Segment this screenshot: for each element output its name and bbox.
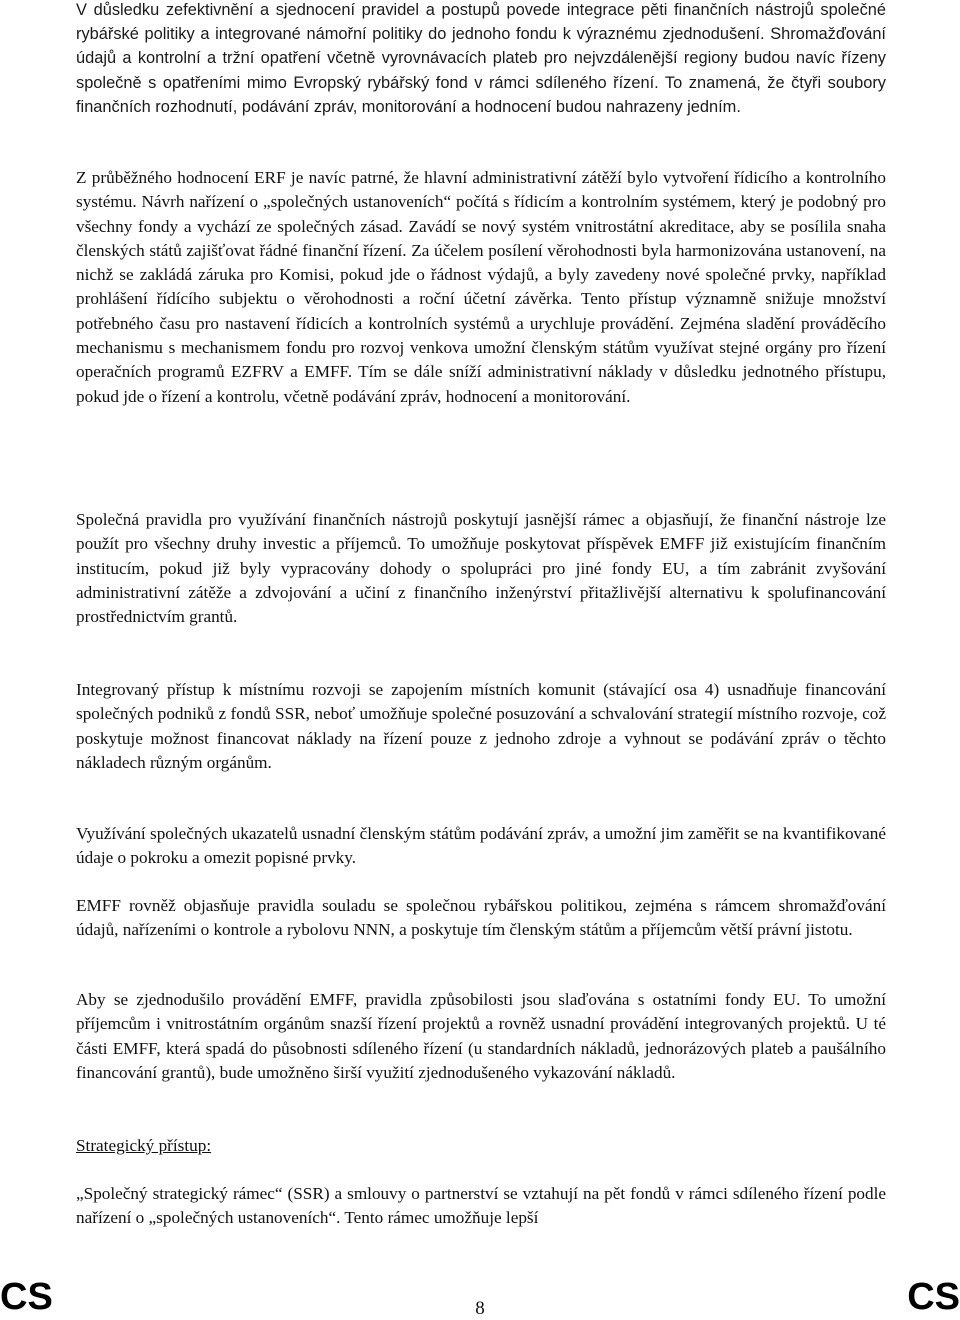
footer-language-left: CS — [0, 1276, 53, 1318]
page-number: 8 — [475, 1298, 485, 1319]
paragraph-5: Využívání společných ukazatelů usnadní členským státům podávání zpráv, a umožní jim zaměřit se na kvantifikované údaje o pokroku a omezit popisné prvky. — [76, 824, 886, 868]
section-heading: Strategický přístup: — [76, 1136, 212, 1155]
paragraph-7: Aby se zjednodušilo provádění EMFF, pravidla způsobilosti jsou slaďována s ostatními fondy EU. To umožní příjemcům i vnitrostátním orgánům snazší řízení projektů a rovněž usnadní provádění integrovaných projektů. U té části EMFF, která spadá do působnosti sdíleného řízení (u standardních nákladů, jednorázových plateb a paušálního financování grantů), bude umožněno širší využití zjednodušeného vykazování nákladů. — [76, 990, 886, 1082]
paragraph-6: EMFF rovněž objasňuje pravidla souladu se společnou rybářskou politikou, zejména s rámcem shromažďování údajů, nařízeními o kontrole a rybolovu NNN, a poskytuje tím členským státům a příjemcům větší právní jistotu. — [76, 896, 886, 940]
footer-language-right: CS — [907, 1276, 960, 1318]
paragraph-3: Společná pravidla pro využívání finančních nástrojů poskytují jasnější rámec a objasňují, že finanční nástroje lze použít pro všechny druhy investic a příjemců. To umožňuje poskytovat příspěvek EMFF již existujícím finančním institucím, pokud již byly vypracovány dohody o spolupráci pro jiné fondy EU, a tím zabránit zvyšování administrativní zátěže a zdvojování a učiní z finančního inženýrství přitažlivější alternativu k spolufinancování prostřednictvím grantů. — [76, 510, 886, 627]
paragraph-4: Integrovaný přístup k místnímu rozvoji se zapojením místních komunit (stávající osa 4) usnadňuje financování společných podniků z fondů SSR, neboť umožňuje společné posuzování a schvalování strategií místního rozvoje, což poskytuje možnost financovat náklady na řízení pouze z jednoho zdroje a vyhnout se podávání zpráv o těchto nákladech různým orgánům. — [76, 680, 886, 772]
paragraph-2: Z průběžného hodnocení ERF je navíc patrné, že hlavní administrativní zátěží bylo vytvoření řídicího a kontrolního systému. Návrh nařízení o „společných ustanoveních“ počítá s řídicím a kontrolním systémem, který je podobný pro všechny fondy a vychází ze společných zásad. Zavádí se nový systém vnitrostátní akreditace, aby se posílila snaha členských států zajišťovat řádné finanční řízení. Za účelem posílení věrohodnosti byla harmonizována ustanovení, na nichž se zakládá záruka pro Komisi, pokud jde o řádnost výdajů, a byly zavedeny nové společné prvky, například prohlášení řídícího subjektu o věrohodnosti a roční účetní závěrka. Tento přístup významně snižuje množství potřebného času pro nastavení řídicích a kontrolních systémů a urychluje provádění. Zejména sladění prováděcího mechanismu s mechanismem fondu pro rozvoj venkova umožní členským státům využívat stejné orgány pro řízení operačních programů EZFRV a EMFF. Tím se dále sníží administrativní náklady v důsledku jednotného přístupu, pokud jde o řízení a kontrolu, včetně podávání zpráv, hodnocení a monitorování. — [76, 168, 886, 406]
paragraph-1: V důsledku zefektivnění a sjednocení pravidel a postupů povede integrace pěti finančních nástrojů společné rybářské politiky a integrované námořní politiky do jednoho fondu k výraznému zjednodušení. Shromažďování údajů a kontrolní a tržní opatření včetně vyrovnávacích plateb pro nejvzdálenější regiony budou navíc řízeny společně s opatřeními mimo Evropský rybářský fond v rámci sdíleného řízení. To znamená, že čtyři soubory finančních rozhodnutí, podávání zpráv, monitorování a hodnocení budou nahrazeny jedním. — [76, 1, 886, 116]
paragraph-last: „Společný strategický rámec“ (SSR) a smlouvy o partnerství se vztahují na pět fondů v rámci sdíleného řízení podle nařízení o „společných ustanoveních“. Tento rámec umožňuje lepší — [76, 1184, 886, 1228]
